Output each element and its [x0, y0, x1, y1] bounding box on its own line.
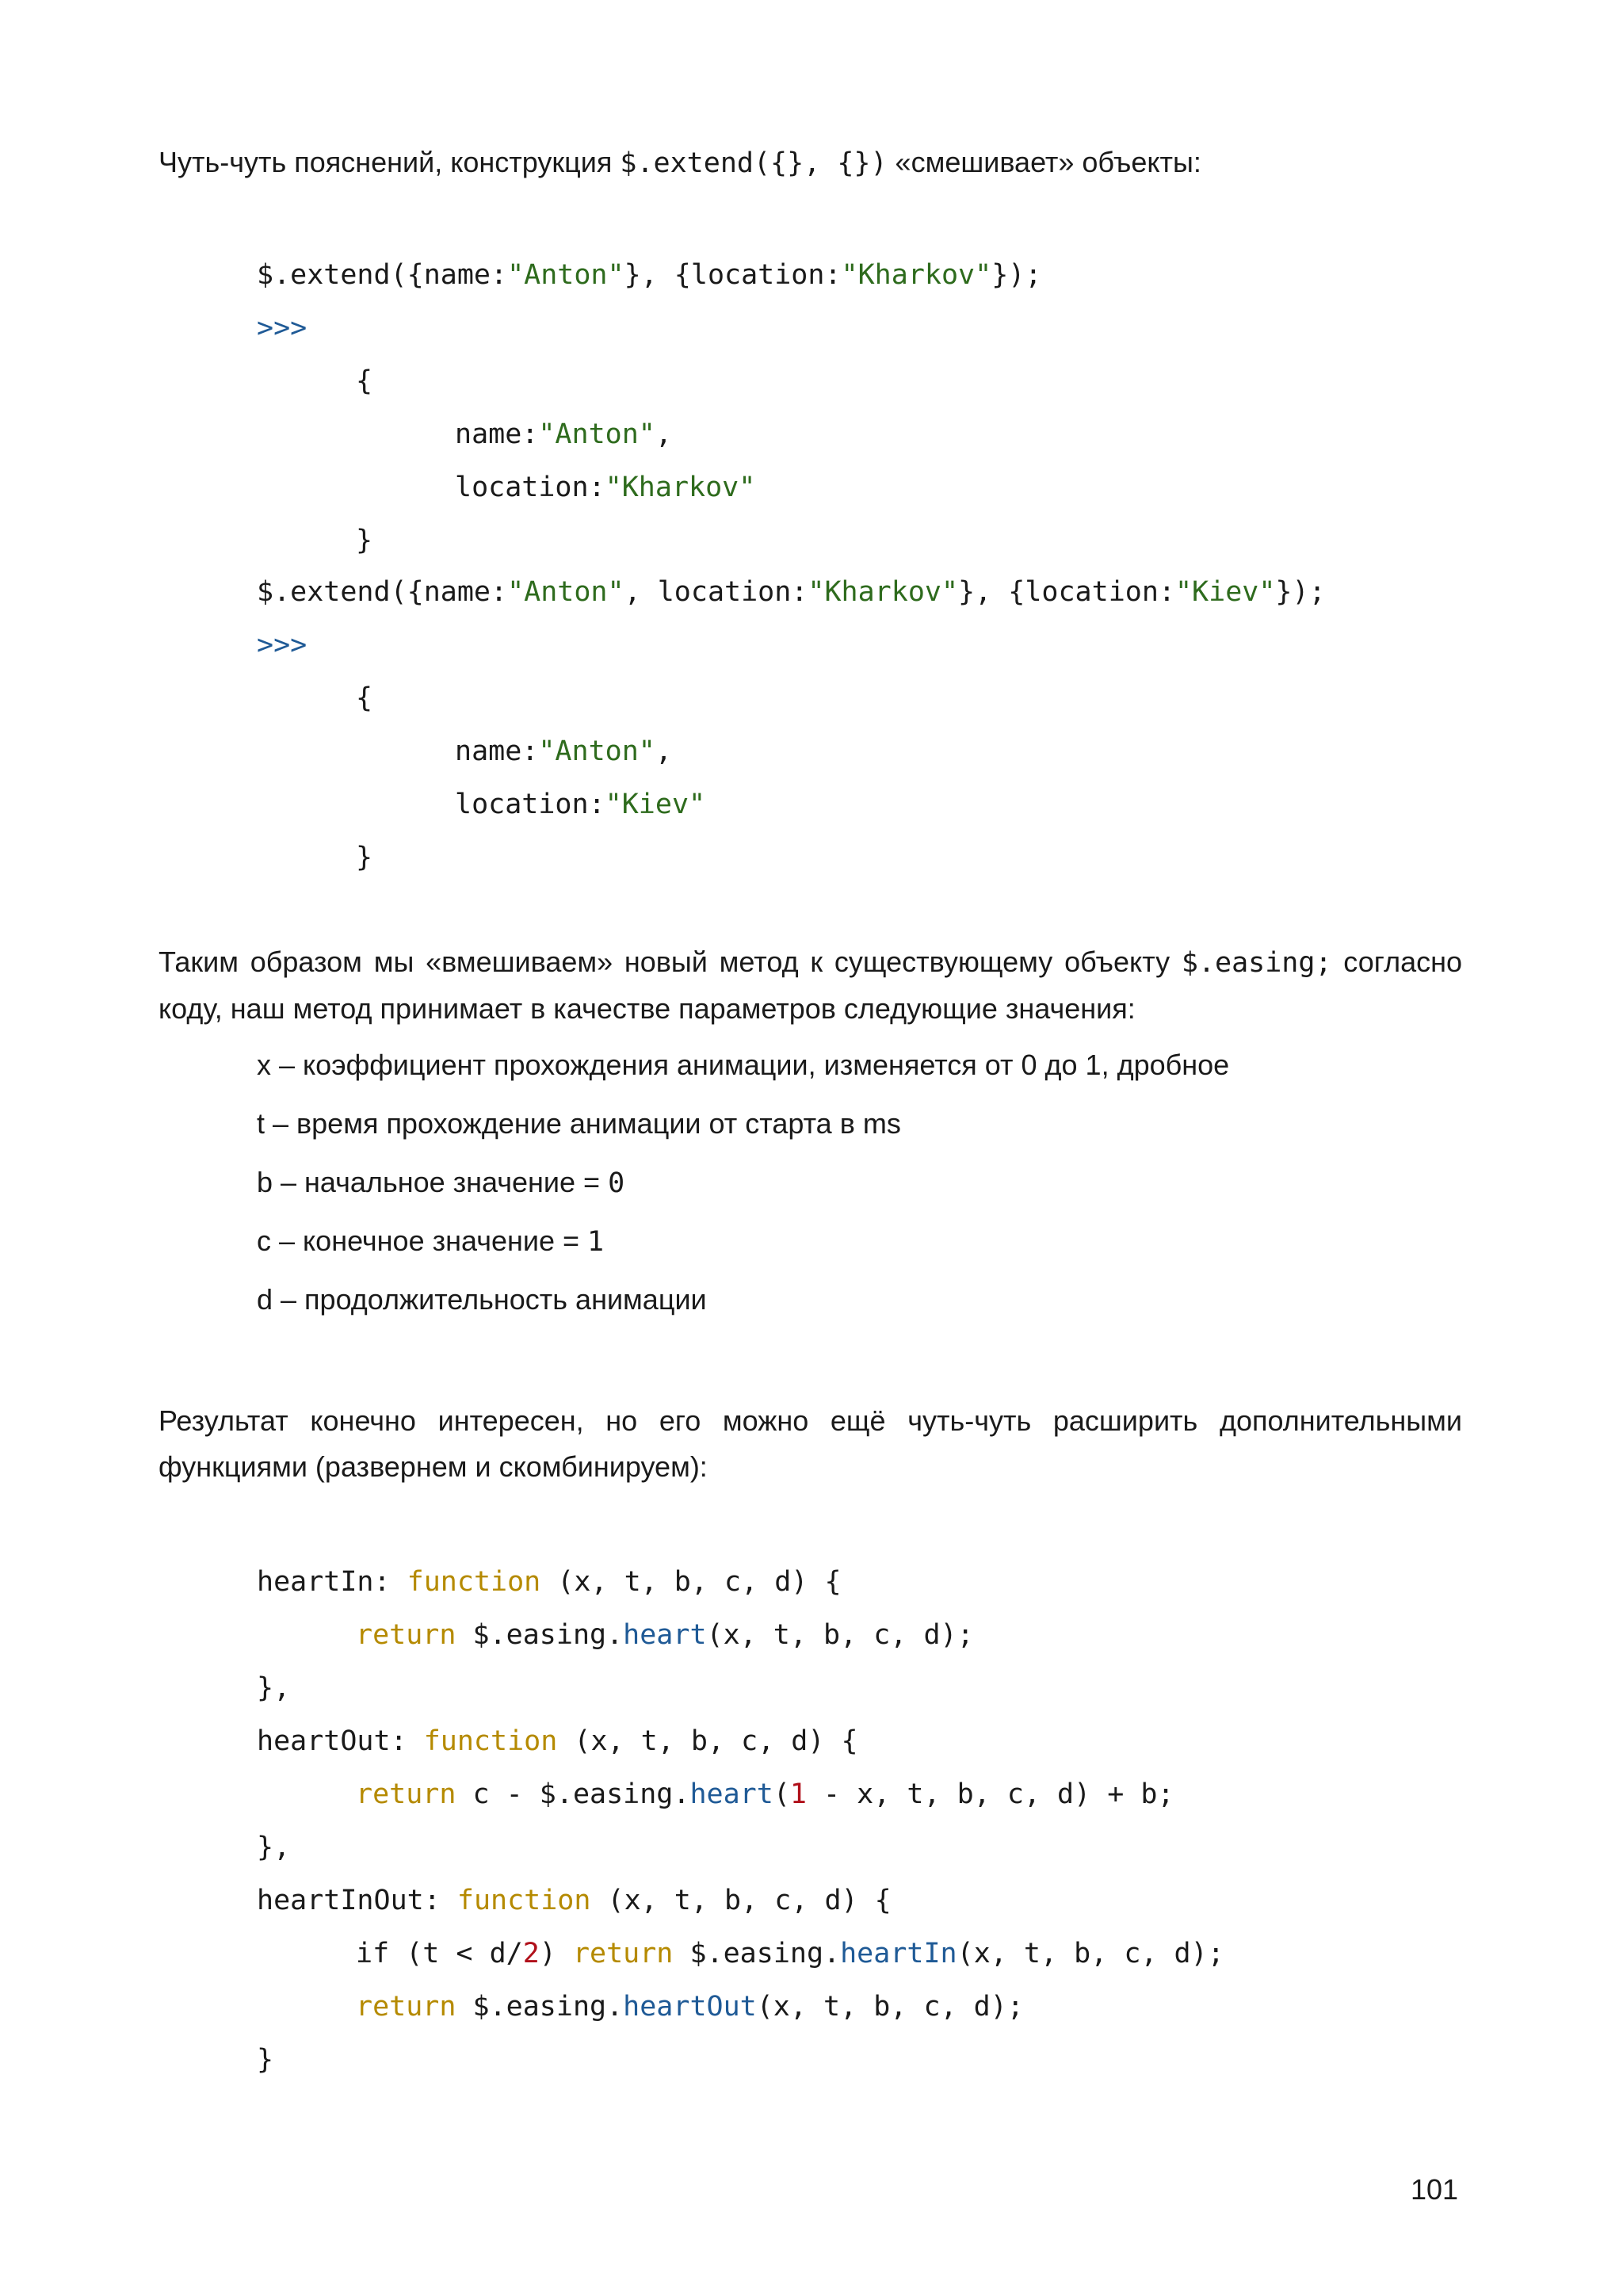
code-line: return c - $.easing.heart(1 - x, t, b, c, d) + b; [356, 1778, 1174, 1810]
code-line: location:"Kharkov" [455, 472, 756, 503]
code-line: return $.easing.heart(x, t, b, c, d); [356, 1619, 974, 1651]
code-line: }, [257, 1832, 291, 1863]
code-line: name:"Anton", [455, 735, 672, 767]
params-list [257, 1036, 1229, 1329]
code-line: heartInOut: function (x, t, b, c, d) { [257, 1885, 892, 1916]
intro-paragraph [158, 139, 1462, 186]
code-line: name:"Anton", [455, 418, 672, 450]
code-line: }, [257, 1672, 291, 1704]
code-line: if (t < d/2) return $.easing.heartIn(x, t, b, c, d); [356, 1938, 1224, 1969]
code-line: } [356, 842, 373, 873]
page-number: 101 [1411, 2173, 1459, 2206]
code-line: } [356, 525, 373, 556]
list-item: c – конечное значение = 1 [257, 1224, 605, 1258]
list-item: t – время прохождение анимации от старта в ms [257, 1107, 901, 1140]
output-prompt: >>> [257, 629, 307, 661]
code-line: $.extend({name:"Anton"}, {location:"Kharkov"}); [257, 259, 1042, 291]
code-line: { [356, 365, 373, 397]
output-prompt: >>> [257, 312, 307, 344]
easing-paragraph: Таким образом мы «вмешиваем» новый метод к существующему объекту $.easing; согласно коду, наш метод принимает в качестве параметров следующие значения: [158, 946, 1462, 1025]
code-line: heartIn: function (x, t, b, c, d) { [257, 1566, 842, 1598]
list-item: x – коэффициент прохождения анимации, изменяется от 0 до 1, дробное [257, 1049, 1230, 1081]
list-item: b – начальное значение = 0 [257, 1166, 625, 1199]
list-item: d – продолжительность анимации [257, 1283, 707, 1316]
code-line: location:"Kiev" [455, 789, 706, 820]
code-line: $.extend({name:"Anton", location:"Kharkov"}, {location:"Kiev"}); [257, 576, 1326, 608]
code-line: { [356, 682, 373, 714]
easing-code: $.easing; [1181, 947, 1332, 979]
result-paragraph: Результат конечно интересен, но его можно ещё чуть-чуть расширить дополнительными функциями (развернем и скомбинируем): [158, 1404, 1462, 1483]
intro-text-before: Чуть-чуть пояснений, конструкция [158, 146, 621, 178]
code-line: return $.easing.heartOut(x, t, b, c, d); [356, 1991, 1024, 2023]
intro-text-after: «смешивает» объекты: [887, 146, 1201, 178]
code-line: } [257, 2044, 274, 2076]
code-line: heartOut: function (x, t, b, c, d) { [257, 1725, 858, 1757]
intro-code: $.extend({}, {}) [620, 147, 888, 179]
